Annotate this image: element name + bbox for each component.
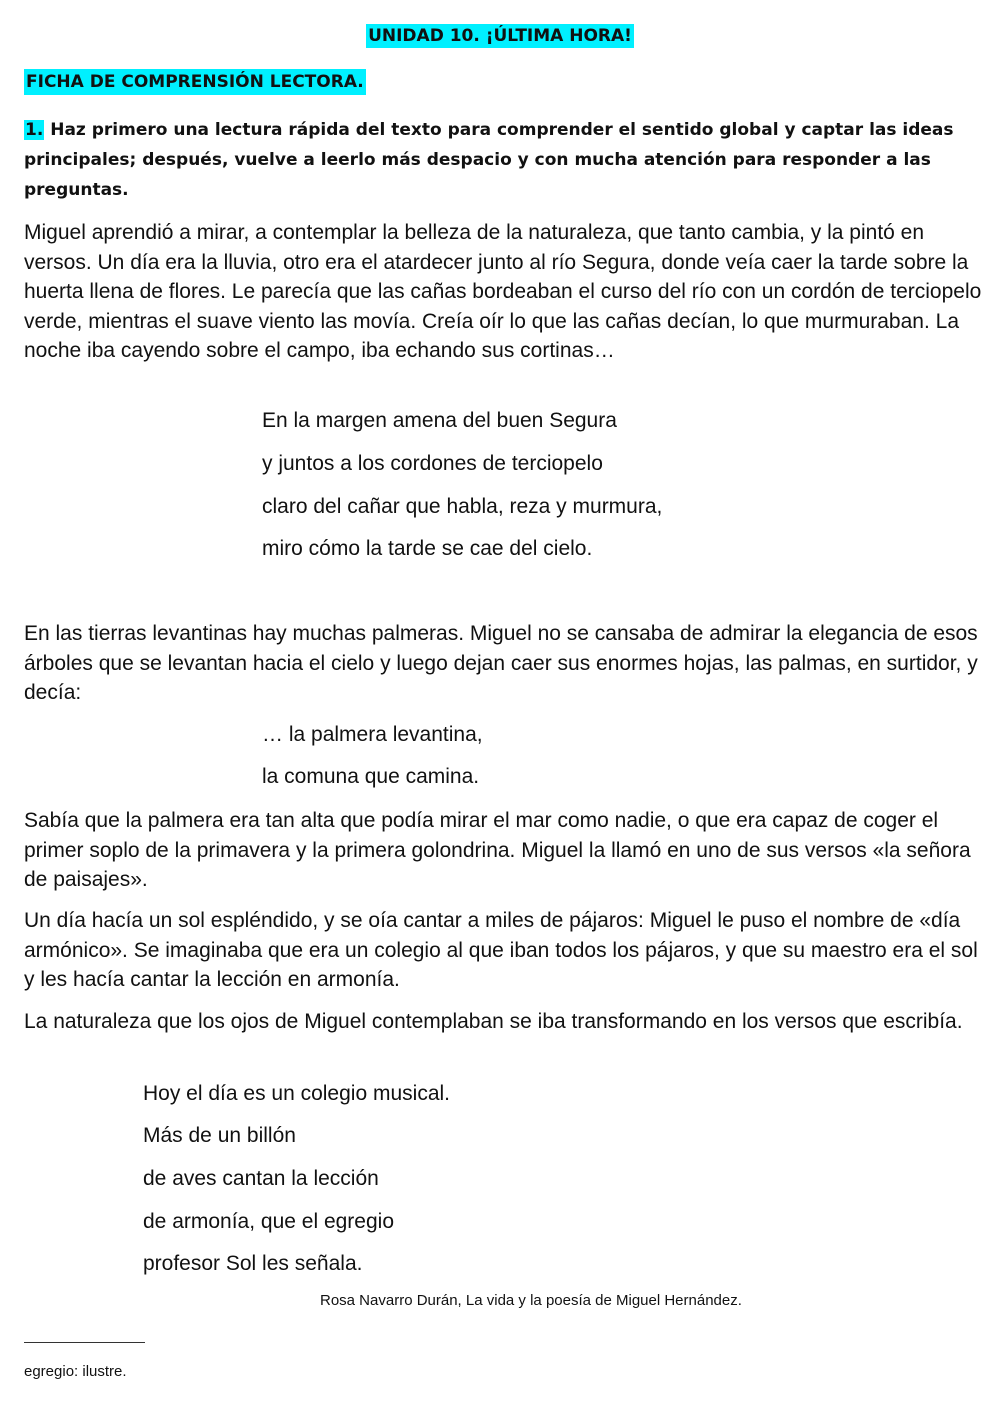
worksheet-subtitle bbox=[24, 72, 366, 92]
paragraph-5: La naturaleza que los ojos de Miguel contemplaban se iba transformando en los versos que escribía. bbox=[24, 1010, 963, 1033]
worksheet-subtitle-text: FICHA DE COMPRENSIÓN LECTORA. bbox=[24, 69, 366, 95]
poem-line: claro del cañar que habla, reza y murmura, bbox=[262, 495, 663, 518]
paragraph-3: Sabía que la palmera era tan alta que podía mirar el mar como nadie, o que era capaz de coger el primer soplo de la primavera y la primera golondrina. Miguel la llamó en uno de sus versos «la señora de paisajes». bbox=[24, 809, 971, 891]
exercise-instruction-text: Haz primero una lectura rápida del texto para comprender el sentido global y captar las ideas principales; después, vuelve a leerlo más despacio y con mucha atención para responder a las preguntas. bbox=[24, 120, 954, 200]
paragraph-4: Un día hacía un sol espléndido, y se oía cantar a miles de pájaros: Miguel le puso el nombre de «día armónico». Se imaginaba que era un colegio al que iban todos los pájaros, y que su maestro era el sol y les hacía cantar la lección en armonía. bbox=[24, 909, 978, 991]
poem-line: profesor Sol les señala. bbox=[143, 1252, 363, 1275]
poem-line: y juntos a los cordones de terciopelo bbox=[262, 452, 603, 475]
poem-line: Hoy el día es un colegio musical. bbox=[143, 1082, 450, 1105]
source-citation: Rosa Navarro Durán, La vida y la poesía de Miguel Hernández. bbox=[320, 1292, 742, 1309]
poem-line: … la palmera levantina, bbox=[262, 723, 483, 746]
footnote: egregio: ilustre. bbox=[24, 1363, 127, 1380]
exercise-instruction bbox=[24, 115, 974, 205]
exercise-number: 1. bbox=[25, 120, 44, 140]
poem-line: de aves cantan la lección bbox=[143, 1167, 379, 1190]
paragraph-1: Miguel aprendió a mirar, a contemplar la belleza de la naturaleza, que tanto cambia, y la pintó en versos. Un día era la lluvia, otro era el atardecer junto al río Segura, donde veía caer la tarde sobre la huerta llena de flores. Le parecía que las cañas bordeaban el curso del río con un cordón de terciopelo verde, mientras el suave viento las movía. Creía oír lo que las cañas decían, lo que murmuraban. La noche iba cayendo sobre el campo, iba echando sus cortinas… bbox=[24, 221, 982, 362]
unit-title bbox=[0, 26, 1000, 46]
poem-line: de armonía, que el egregio bbox=[143, 1210, 395, 1233]
poem-line: Más de un billón bbox=[143, 1124, 296, 1147]
poem-line: En la margen amena del buen Segura bbox=[262, 409, 617, 432]
unit-title-text: UNIDAD 10. ¡ÚLTIMA HORA! bbox=[368, 26, 632, 46]
poem-line: la comuna que camina. bbox=[262, 765, 480, 788]
poem-line: miro cómo la tarde se cae del cielo. bbox=[262, 537, 593, 560]
footnote-divider bbox=[24, 1342, 145, 1343]
paragraph-2: En las tierras levantinas hay muchas palmeras. Miguel no se cansaba de admirar la elegancia de esos árboles que se levantan hacia el cielo y luego dejan caer sus enormes hojas, las palmas, en surtidor, y decía: bbox=[24, 622, 978, 704]
